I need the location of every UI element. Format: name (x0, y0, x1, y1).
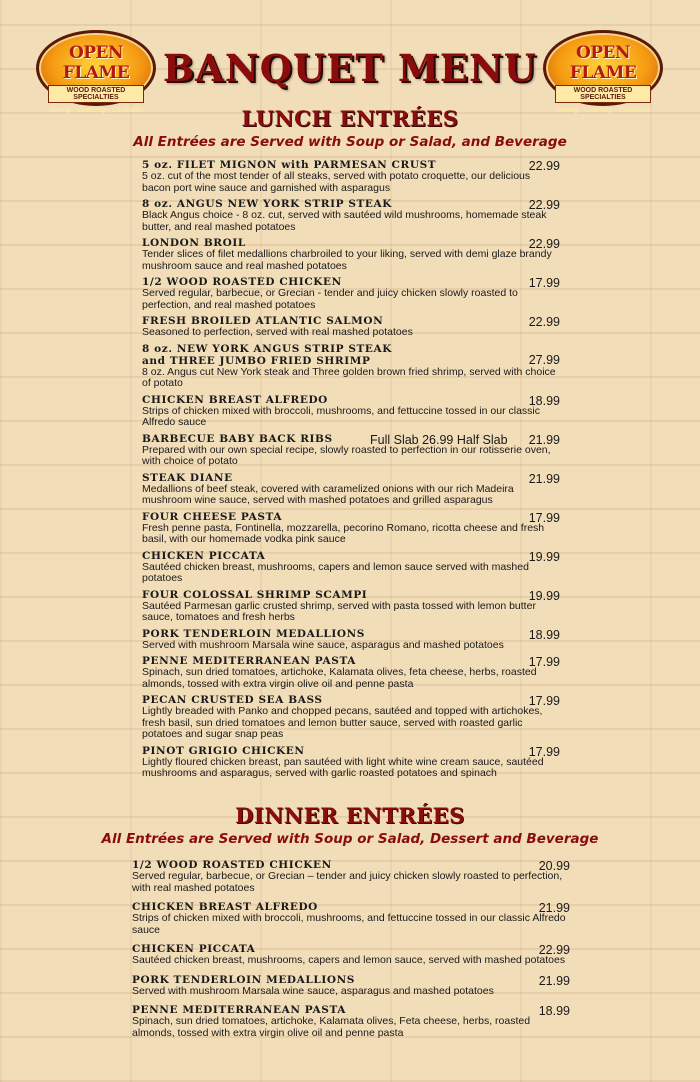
dinner-menu-item (132, 943, 570, 967)
lunch-menu-item (142, 694, 560, 741)
item-price: 19.99 (528, 588, 560, 603)
item-name: 1/2 WOOD ROASTED CHICKEN (142, 276, 342, 288)
logo-sub: Dining · Catering · Cocktails (49, 107, 143, 114)
item-price: 21.99 (528, 432, 560, 447)
dinner-menu-item (132, 901, 570, 936)
logo-tagline: WOOD ROASTED SPECIALTIES (48, 85, 144, 103)
logo-sub: Dining · Catering · Cocktails (556, 107, 650, 114)
item-name: FOUR CHEESE PASTA (142, 510, 283, 523)
item-description: Strips of chicken mixed with broccoli, mushrooms, and fettuccine tossed in our classic Alfredo sauce (142, 404, 541, 428)
item-price: 27.99 (528, 352, 560, 367)
item-price: 21.99 (538, 973, 570, 988)
item-price: 19.99 (528, 549, 560, 564)
item-price: 18.99 (538, 1004, 570, 1018)
slab-prices: Full Slab 26.99 Half Slab (370, 432, 508, 447)
dinner-menu-item (132, 1004, 570, 1039)
item-description: Spinach, sun dried tomatoes, artichoke, Kalamata olives, Feta cheese, herbs, roasted almonds, tossed with extra virgin olive oil and penne pasta (132, 1015, 531, 1039)
item-name: FRESH BROILED ATLANTIC SALMON (142, 315, 384, 327)
item-price: 17.99 (528, 276, 560, 290)
item-name: 5 oz. FILET MIGNON with PARMESAN CRUST (142, 159, 437, 171)
lunch-menu-item (142, 628, 560, 652)
item-name: FOUR COLOSSAL SHRIMP SCAMPI (142, 588, 368, 601)
item-name: CHICKEN PICCATA (132, 943, 256, 955)
lunch-menu-item (142, 472, 560, 507)
item-description: Tender slices of filet medallions charbroiled to your liking, served with demi glaze brandy mushroom sauce and real mashed potatoes (142, 248, 552, 272)
logo-brand: OPEN FLAME (62, 43, 130, 83)
lunch-menu-item (142, 550, 560, 585)
item-description: Sautéed chicken breast, mushrooms, capers and lemon sauce, served with mashed potatoes (132, 954, 566, 966)
item-price: 21.99 (528, 471, 560, 486)
item-description: 8 oz. Angus cut New York steak and Three golden brown fried shrimp, served with choice of potato (142, 365, 556, 389)
item-description: Strips of chicken mixed with broccoli, mushrooms, and fettuccine tossed in our classic Alfredo sauce (132, 912, 566, 936)
item-price: 17.99 (528, 694, 560, 708)
item-description: Seasoned to perfection, served with real mashed potatoes (142, 326, 413, 338)
item-price: 21.99 (538, 901, 570, 915)
item-description: Served regular, barbecue, or Grecian – tender and juicy chicken slowly roasted to perfection, with real mashed potatoes (132, 870, 563, 894)
item-price: 22.99 (528, 159, 560, 173)
item-name: 8 oz. ANGUS NEW YORK STRIP STEAK (142, 198, 392, 210)
item-name: 8 oz. NEW YORK ANGUS STRIP STEAK (142, 342, 392, 355)
item-name: PECAN CRUSTED SEA BASS (142, 694, 323, 706)
page-title: BANQUET MENU (162, 46, 538, 90)
item-name: PINOT GRIGIO CHICKEN (142, 744, 305, 757)
item-name: CHICKEN BREAST ALFREDO (142, 393, 328, 406)
item-name: PENNE MEDITERRANEAN PASTA (142, 655, 357, 667)
item-name-line-2: and THREE JUMBO FRIED SHRIMP (142, 354, 371, 367)
lunch-menu-item (142, 745, 560, 780)
item-description: Black Angus choice - 8 oz. cut, served with sautéed wild mushrooms, homemade steak butter, and real mashed potatoes (142, 209, 547, 233)
item-price: 18.99 (528, 627, 560, 642)
dinner-menu-item (132, 974, 570, 998)
lunch-menu-item (142, 655, 560, 690)
item-price: 22.99 (538, 943, 570, 957)
lunch-menu-item (142, 237, 560, 272)
item-price: 17.99 (528, 744, 560, 759)
item-price: 18.99 (528, 393, 560, 408)
item-description: Prepared with our own special recipe, slowly roasted to perfection in our rotisserie oven, with choice of potato (142, 443, 551, 467)
item-name: PORK TENDERLOIN MEDALLIONS (142, 627, 365, 640)
item-description: Lightly floured chicken breast, pan sautéed with light white wine cream sauce, sautéed mushrooms and asparagus, served with garlic roasted potatoes and spinach (142, 755, 544, 779)
lunch-menu-item (142, 394, 560, 429)
logo-tagline: WOOD ROASTED SPECIALTIES (555, 85, 651, 103)
item-name: CHICKEN PICCATA (142, 549, 266, 562)
lunch-menu-item (142, 315, 560, 339)
lunch-menu-item (142, 433, 560, 468)
item-description: Served regular, barbecue, or Grecian - tender and juicy chicken slowly roasted to perfection, and real mashed potatoes (142, 287, 518, 311)
item-description: Sautéed Parmesan garlic crusted shrimp, served with pasta tossed with lemon butter sauce, tomatoes and fresh herbs (142, 599, 536, 623)
item-name: STEAK DIANE (142, 471, 233, 484)
dinner-menu-item (132, 859, 570, 894)
lunch-heading: LUNCH ENTRÉES (241, 106, 459, 131)
lunch-items-list (142, 159, 560, 784)
lunch-menu-item (142, 511, 560, 546)
item-price: 22.99 (528, 315, 560, 329)
lunch-menu-item (142, 589, 560, 624)
dinner-subheading: All Entrées are Served with Soup or Salad, Dessert and Beverage (101, 831, 599, 847)
lunch-menu-item (142, 343, 560, 390)
item-price: 17.99 (528, 655, 560, 669)
item-description: 5 oz. cut of the most tender of all steaks, served with potato croquette, our delicious bacon port wine sauce and garnished with asparagus (142, 170, 531, 194)
lunch-subheading: All Entrées are Served with Soup or Salad, and Beverage (133, 134, 567, 150)
logo-brand: OPEN FLAME (569, 43, 637, 83)
item-name: 1/2 WOOD ROASTED CHICKEN (132, 859, 332, 871)
item-name: LONDON BROIL (142, 237, 246, 249)
item-price: 20.99 (538, 859, 570, 873)
lunch-menu-item (142, 276, 560, 311)
item-name: CHICKEN BREAST ALFREDO (132, 901, 318, 913)
item-description: Medallions of beef steak, covered with caramelized onions with our rich Madeira mushroom wine sauce, served with mashed potatoes and grilled asparagus (142, 482, 514, 506)
item-price: 17.99 (528, 510, 560, 525)
item-description: Sautéed chicken breast, mushrooms, capers and lemon sauce served with mashed potatoes (142, 560, 529, 584)
item-description: Served with mushroom Marsala wine sauce, asparagus and mashed potatoes (142, 638, 504, 651)
dinner-heading: DINNER ENTRÉES (235, 803, 465, 828)
item-description: Lightly breaded with Panko and chopped pecans, sautéed and topped with artichokes, fresh basil, sun dried tomatoes and lemon butter sauce, served with roasted garlic potatoes and sugar snap peas (142, 705, 543, 740)
item-name: PENNE MEDITERRANEAN PASTA (132, 1004, 347, 1016)
item-name: PORK TENDERLOIN MEDALLIONS (132, 973, 355, 986)
lunch-menu-item (142, 198, 560, 233)
open-flame-logo-right (543, 30, 663, 114)
dinner-items-list (132, 859, 570, 1046)
item-name: BARBECUE BABY BACK RIBS (142, 432, 333, 445)
item-price: 22.99 (528, 198, 560, 212)
item-description: Fresh penne pasta, Fontinella, mozzarella, pecorino Romano, ricotta cheese and fresh basil, with our homemade vodka pink sauce (142, 521, 545, 545)
item-description: Served with mushroom Marsala wine sauce, asparagus and mashed potatoes (132, 984, 494, 997)
item-price: 22.99 (528, 237, 560, 251)
item-description: Spinach, sun dried tomatoes, artichoke, Kalamata olives, feta cheese, herbs, roasted almonds, tossed with extra virgin olive oil and penne pasta (142, 666, 537, 690)
lunch-menu-item (142, 159, 560, 194)
